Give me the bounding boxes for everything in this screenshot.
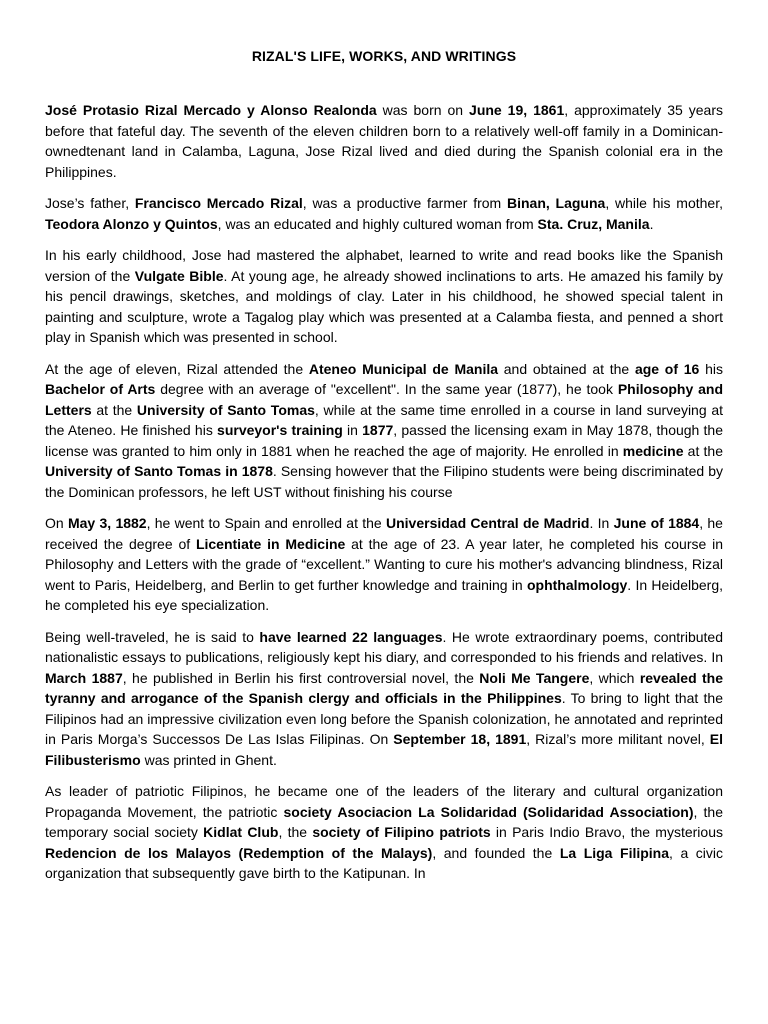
text-run: was printed in Ghent.: [140, 751, 277, 768]
text-run: , approximately 35 years before that fateful day. The seventh of the eleven children born to a relatively well-off family in a Dominican-ownedtenant land in Calamba, Laguna, Jose Rizal lived and died during the Spanish colonial era in the Philippines.: [45, 102, 723, 180]
paragraph-childhood: [45, 245, 723, 348]
bold-text: Redencion de los Malayos (Redemption of the Malays): [45, 844, 433, 861]
text-run: . Sensing however that the Filipino students were being discriminated by the Dominican professors, he left UST without finishing his course: [45, 463, 724, 500]
bold-text: society of Filipino patriots: [312, 824, 491, 840]
bold-text: June of 1884: [613, 515, 700, 531]
paragraph-writings: [45, 627, 723, 771]
text-run: in Paris Indio Bravo, the mysterious: [490, 824, 723, 840]
text-run: , was a productive farmer from: [302, 195, 507, 211]
bold-text: age of 16: [634, 360, 700, 377]
bold-text: society Asociacion La Solidaridad (Solidaridad Association): [283, 803, 694, 820]
paragraph-madrid: [45, 513, 723, 616]
text-run: at the: [91, 401, 137, 418]
paragraph-organizations: [45, 781, 723, 884]
bold-text: José Protasio Rizal Mercado y Alonso Realonda: [45, 102, 377, 118]
text-run: , passed the licensing exam in May 1878, though the license was granted to him only in 1881 when he reached the age of majority. He enrolled in: [45, 422, 723, 459]
text-run: . In Heidelberg, he completed his eye specialization.: [45, 576, 723, 613]
paragraph-parents: [45, 193, 723, 234]
text-run: was born on: [376, 102, 470, 118]
text-run: , he published in Berlin his first controversial novel, the: [122, 669, 480, 686]
bold-text: March 1887: [45, 669, 123, 686]
bold-text: Kidlat Club: [203, 824, 279, 840]
text-run: , and founded the: [432, 844, 560, 861]
text-run: , a civic organization that subsequently gave birth to the Katipunan. In: [45, 844, 723, 881]
bold-text: surveyor's training: [217, 422, 343, 438]
bold-text: Bachelor of Arts: [45, 381, 156, 397]
document-title: RIZAL'S LIFE, WORKS, AND WRITINGS: [251, 48, 517, 64]
bold-text: Teodora Alonzo y Quintos: [45, 215, 218, 232]
bold-text: Licentiate in Medicine: [195, 535, 346, 552]
bold-text: Binan, Laguna: [507, 195, 606, 211]
text-run: , he received the degree of: [45, 515, 723, 552]
paragraph-birth: [45, 100, 723, 182]
text-run: , while at the same time enrolled in a course in land surveying at the Ateneo. He finished his: [45, 401, 723, 438]
text-run: . In: [589, 515, 614, 531]
bold-text: 1877: [362, 422, 394, 438]
text-run: . To bring to light that the Filipinos had an impressive civilization even long before the Spanish colonization, he annotated and reprinted in Paris Morga’s Successos De Las Islas Filipinas. On: [45, 690, 723, 747]
bold-text: revealed the tyranny and arrogance of the Spanish clergy and officials in the Philippines: [45, 669, 724, 706]
bold-text: La Liga Filipina: [559, 844, 670, 861]
document-page: [45, 0, 723, 884]
bold-text: June 19, 1861: [469, 102, 565, 118]
bold-text: medicine: [622, 442, 684, 459]
text-run: at the age of 23. A year later, he completed his course in Philosophy and Letters with the grade of “excellent.” Wanting to cure his mother's advancing blindness, Rizal went to Paris, Heidelberg, and Berlin to get further knowledge and training in: [45, 535, 723, 593]
bold-text: Sta. Cruz, Manila: [537, 215, 650, 232]
text-run: and obtained at the: [498, 360, 635, 377]
text-run: . At young age, he already showed inclinations to arts. He amazed his family by his pencil drawings, sketches, and moldings of clay. Later in his childhood, he showed special talent in painting and sculpture, wrote a Tagalog play which was presented at a Calamba fiesta, and penned a short play in Spanish which was presented in school.: [45, 267, 723, 345]
text-run: In his early childhood, Jose had mastered the alphabet, learned to write and read books like the Spanish version of the: [45, 247, 723, 284]
bold-text: September 18, 1891: [393, 731, 527, 747]
bold-text: University of Santo Tomas: [136, 401, 315, 418]
text-run: As leader of patriotic Filipinos, he became one of the leaders of the literary and cultural organization Propaganda Movement, the patriotic: [45, 783, 723, 820]
bold-text: Noli Me Tangere: [479, 669, 590, 686]
text-run: degree with an average of "excellent". In the same year (1877), he took: [155, 381, 618, 397]
bold-text: Universidad Central de Madrid: [386, 515, 590, 531]
text-run: in: [342, 422, 363, 438]
bold-text: ophthalmology: [526, 576, 628, 593]
text-run: .: [649, 215, 654, 232]
text-run: , was an educated and highly cultured woman from: [217, 215, 538, 232]
text-run: At the age of eleven, Rizal attended the: [45, 360, 309, 377]
bold-text: University of Santo Tomas in 1878: [45, 463, 273, 479]
bold-text: Ateneo Municipal de Manila: [308, 360, 499, 377]
text-run: , the temporary social society: [45, 803, 723, 840]
text-run: , while his mother,: [605, 195, 723, 211]
text-run: , Rizal’s more militant novel,: [526, 731, 710, 747]
text-run: at the: [683, 442, 724, 459]
bold-text: have learned 22 languages: [259, 628, 443, 645]
bold-text: Vulgate Bible: [134, 267, 224, 284]
text-run: , which: [589, 669, 640, 686]
text-run: Being well-traveled, he is said to: [45, 628, 260, 645]
bold-text: May 3, 1882: [67, 515, 147, 531]
text-run: . He wrote extraordinary poems, contributed nationalistic essays to publications, religiously kept his diary, and corresponded to his friends and relatives. In: [45, 628, 723, 665]
text-run: Jose’s father,: [45, 195, 135, 211]
bold-text: Francisco Mercado Rizal: [134, 195, 303, 211]
text-run: , he went to Spain and enrolled at the: [146, 515, 386, 531]
bold-text: El Filibusterismo: [45, 731, 723, 768]
bold-text: Philosophy and Letters: [45, 381, 724, 418]
text-run: , the: [278, 824, 313, 840]
text-run: On: [45, 515, 68, 531]
text-run: his: [699, 360, 723, 377]
paragraph-education: [45, 359, 723, 503]
